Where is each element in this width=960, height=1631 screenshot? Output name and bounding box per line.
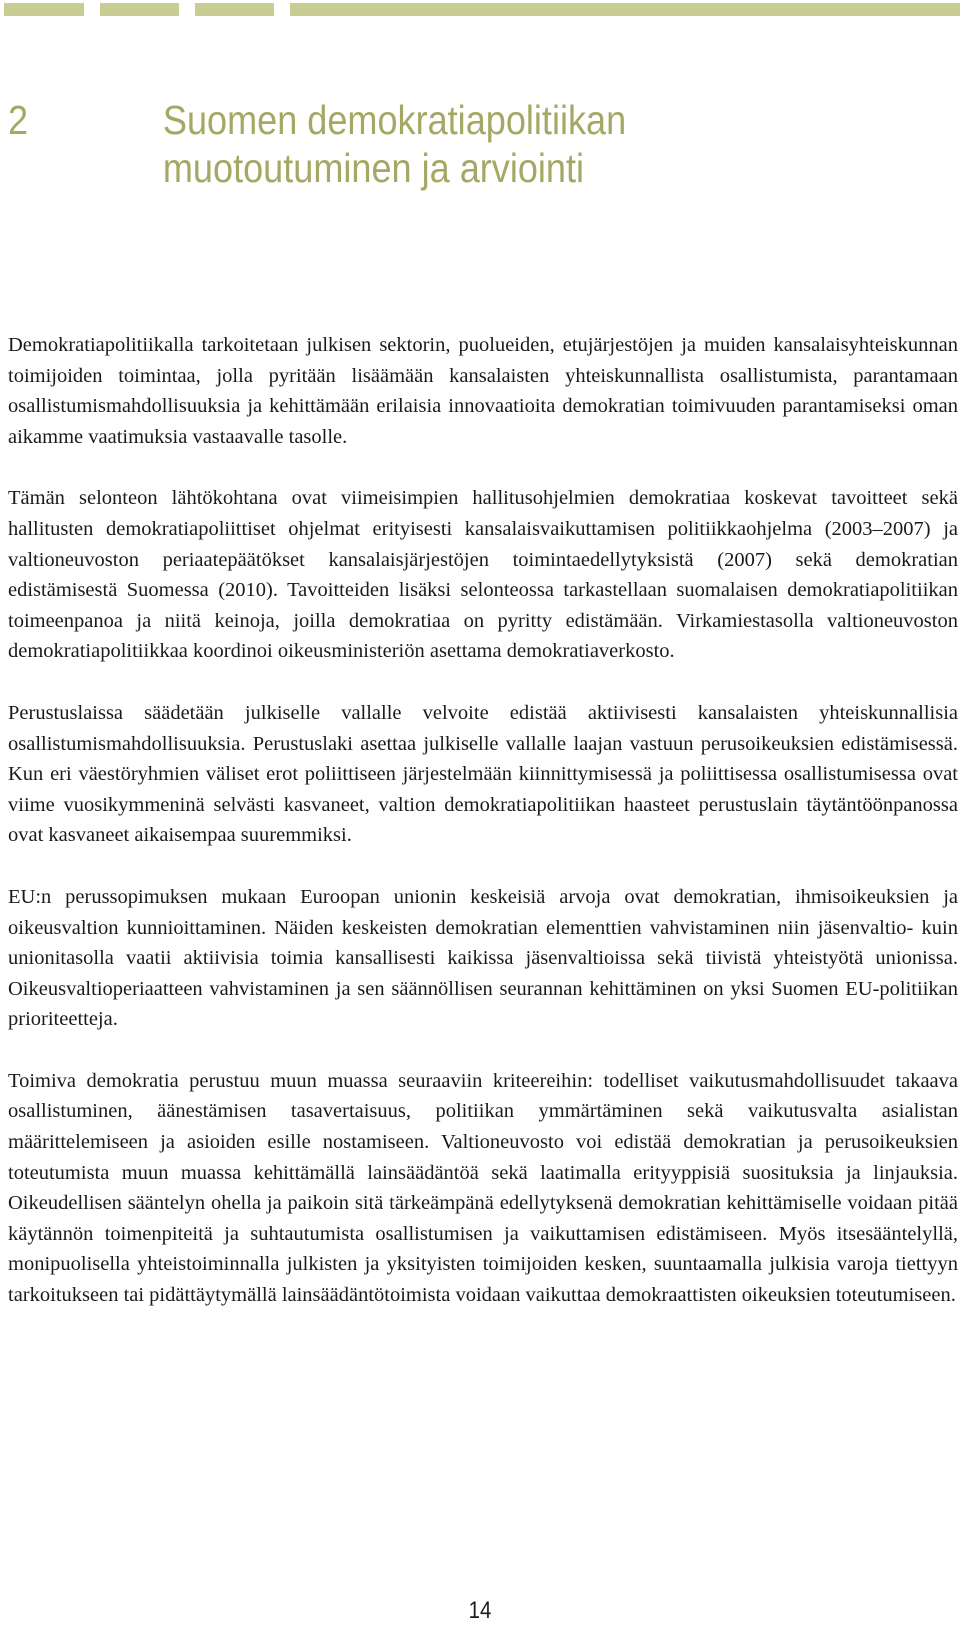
header-bar bbox=[4, 3, 84, 16]
chapter-title-line-2: muotoutuminen ja arviointi bbox=[162, 145, 585, 191]
body-text bbox=[8, 330, 958, 1342]
header-bar bbox=[195, 3, 274, 16]
header-bar bbox=[100, 3, 179, 16]
paragraph: EU:n perussopimuksen mukaan Euroopan unionin keskeisiä arvoja ovat demokratian, ihmisoikeuksien ja oikeusvaltion kunnioittaminen. Näiden keskeisten demokratian elementtien vahvistaminen niin jäsenvaltio- kuin unionitasolla vaatii aktiivisia toimia kansallisesti kaikissa jäsenvaltioissa sekä tiivistä yhteistyötä unionissa. Oikeusvaltioperiaatteen vahvistaminen ja sen säännöllisen seurannan kehittäminen on yksi Suomen EU-politiikan prioriteetteja. bbox=[8, 885, 958, 1031]
paragraph: Toimiva demokratia perustuu muun muassa seuraaviin kriteereihin: todelliset vaikutusmahdollisuudet takaava osallistuminen, äänestämisen tasavertaisuus, politiikan ymmärtäminen sekä vaikutusvalta asialistan määrittelemiseen ja asioiden esille nostamiseen. Valtioneuvosto voi edistää demokratian ja perusoikeuksien toteutumista muun muassa kehittämällä lainsäädäntöä sekä laatimalla erityyppisiä suosituksia ja linjauksia. Oikeudellisen sääntelyn ohella ja paikoin sitä tärkeämpänä edellytyksenä demokratian kehittämiselle voidaan pitää käytännön toimenpiteitä ja suhtautumista osallistumisen ja vaikuttamisen edistämiseen. Myös itsesääntelyllä, monipuolisella yhteistoiminnalla julkisten ja yksityisten toimijoiden kesken, suuntaamalla julkisia varoja tiettyyn tarkoitukseen tai pidättäytymällä lainsäädäntötoimista voidaan vaikuttaa demokraattisten oikeuksien toteutumiseen. bbox=[8, 1069, 958, 1307]
paragraph: Tämän selonteon lähtökohtana ovat viimeisimpien hallitusohjelmien demokratiaa koskevat tavoitteet sekä hallitusten demokratiapoliittiset ohjelmat erityisesti kansalaisvaikuttamisen politiikkaohjelma (2003–2007) ja valtioneuvoston periaatepäätökset kansalaisjärjestöjen toimintaedellytyksistä (2007) sekä demokratian edistämisestä Suomessa (2010). Tavoitteiden lisäksi selonteossa tarkastellaan suomalaisen demokratiapolitiikan toimeenpanoa ja niitä keinoja, joilla demokratiaa on pyritty edistämään. Virkamiestasolla valtioneuvoston demokratiapolitiikkaa koordinoi oikeusministeriön asettama demokratiaverkosto. bbox=[8, 487, 958, 663]
header-decoration-bars bbox=[0, 3, 960, 17]
chapter-number: 2 bbox=[8, 97, 29, 143]
header-bar bbox=[290, 3, 960, 16]
paragraph: Demokratiapolitiikalla tarkoitetaan julkisen sektorin, puolueiden, etujärjestöjen ja muiden kansalaisyhteiskunnan toimijoiden toimintaa, jolla pyritään lisäämään kansalaisten yhteiskunnallista osallistumista, parantamaan osallistumismahdollisuuksia ja kehittämään erilaisia innovaatioita demokratian toimivuuden parantamiseksi oman aikamme vaatimuksia vastaavalle tasolle. bbox=[8, 334, 958, 448]
chapter-title bbox=[163, 96, 779, 192]
paragraph: Perustuslaissa säädetään julkiselle vallalle velvoite edistää aktiivisesti kansalaisten yhteiskunnallisia osallistumismahdollisuuksia. Perustuslaki asettaa julkiselle vallalle laajan vastuun perusoikeuksien edistämisessä. Kun eri väestöryhmien väliset erot poliittiseen järjestelmään kiinnittymisessä ja poliittisessa osallistumisessa ovat viime vuosikymmeninä selvästi kasvaneet, valtion demokratiapolitiikan haasteet perustuslain täytäntöönpanossa ovat kasvaneet aikaisempaa suuremmiksi. bbox=[8, 701, 958, 847]
page-number: 14 bbox=[468, 1597, 492, 1624]
chapter-title-line-1: Suomen demokratiapolitiikan bbox=[162, 97, 627, 143]
